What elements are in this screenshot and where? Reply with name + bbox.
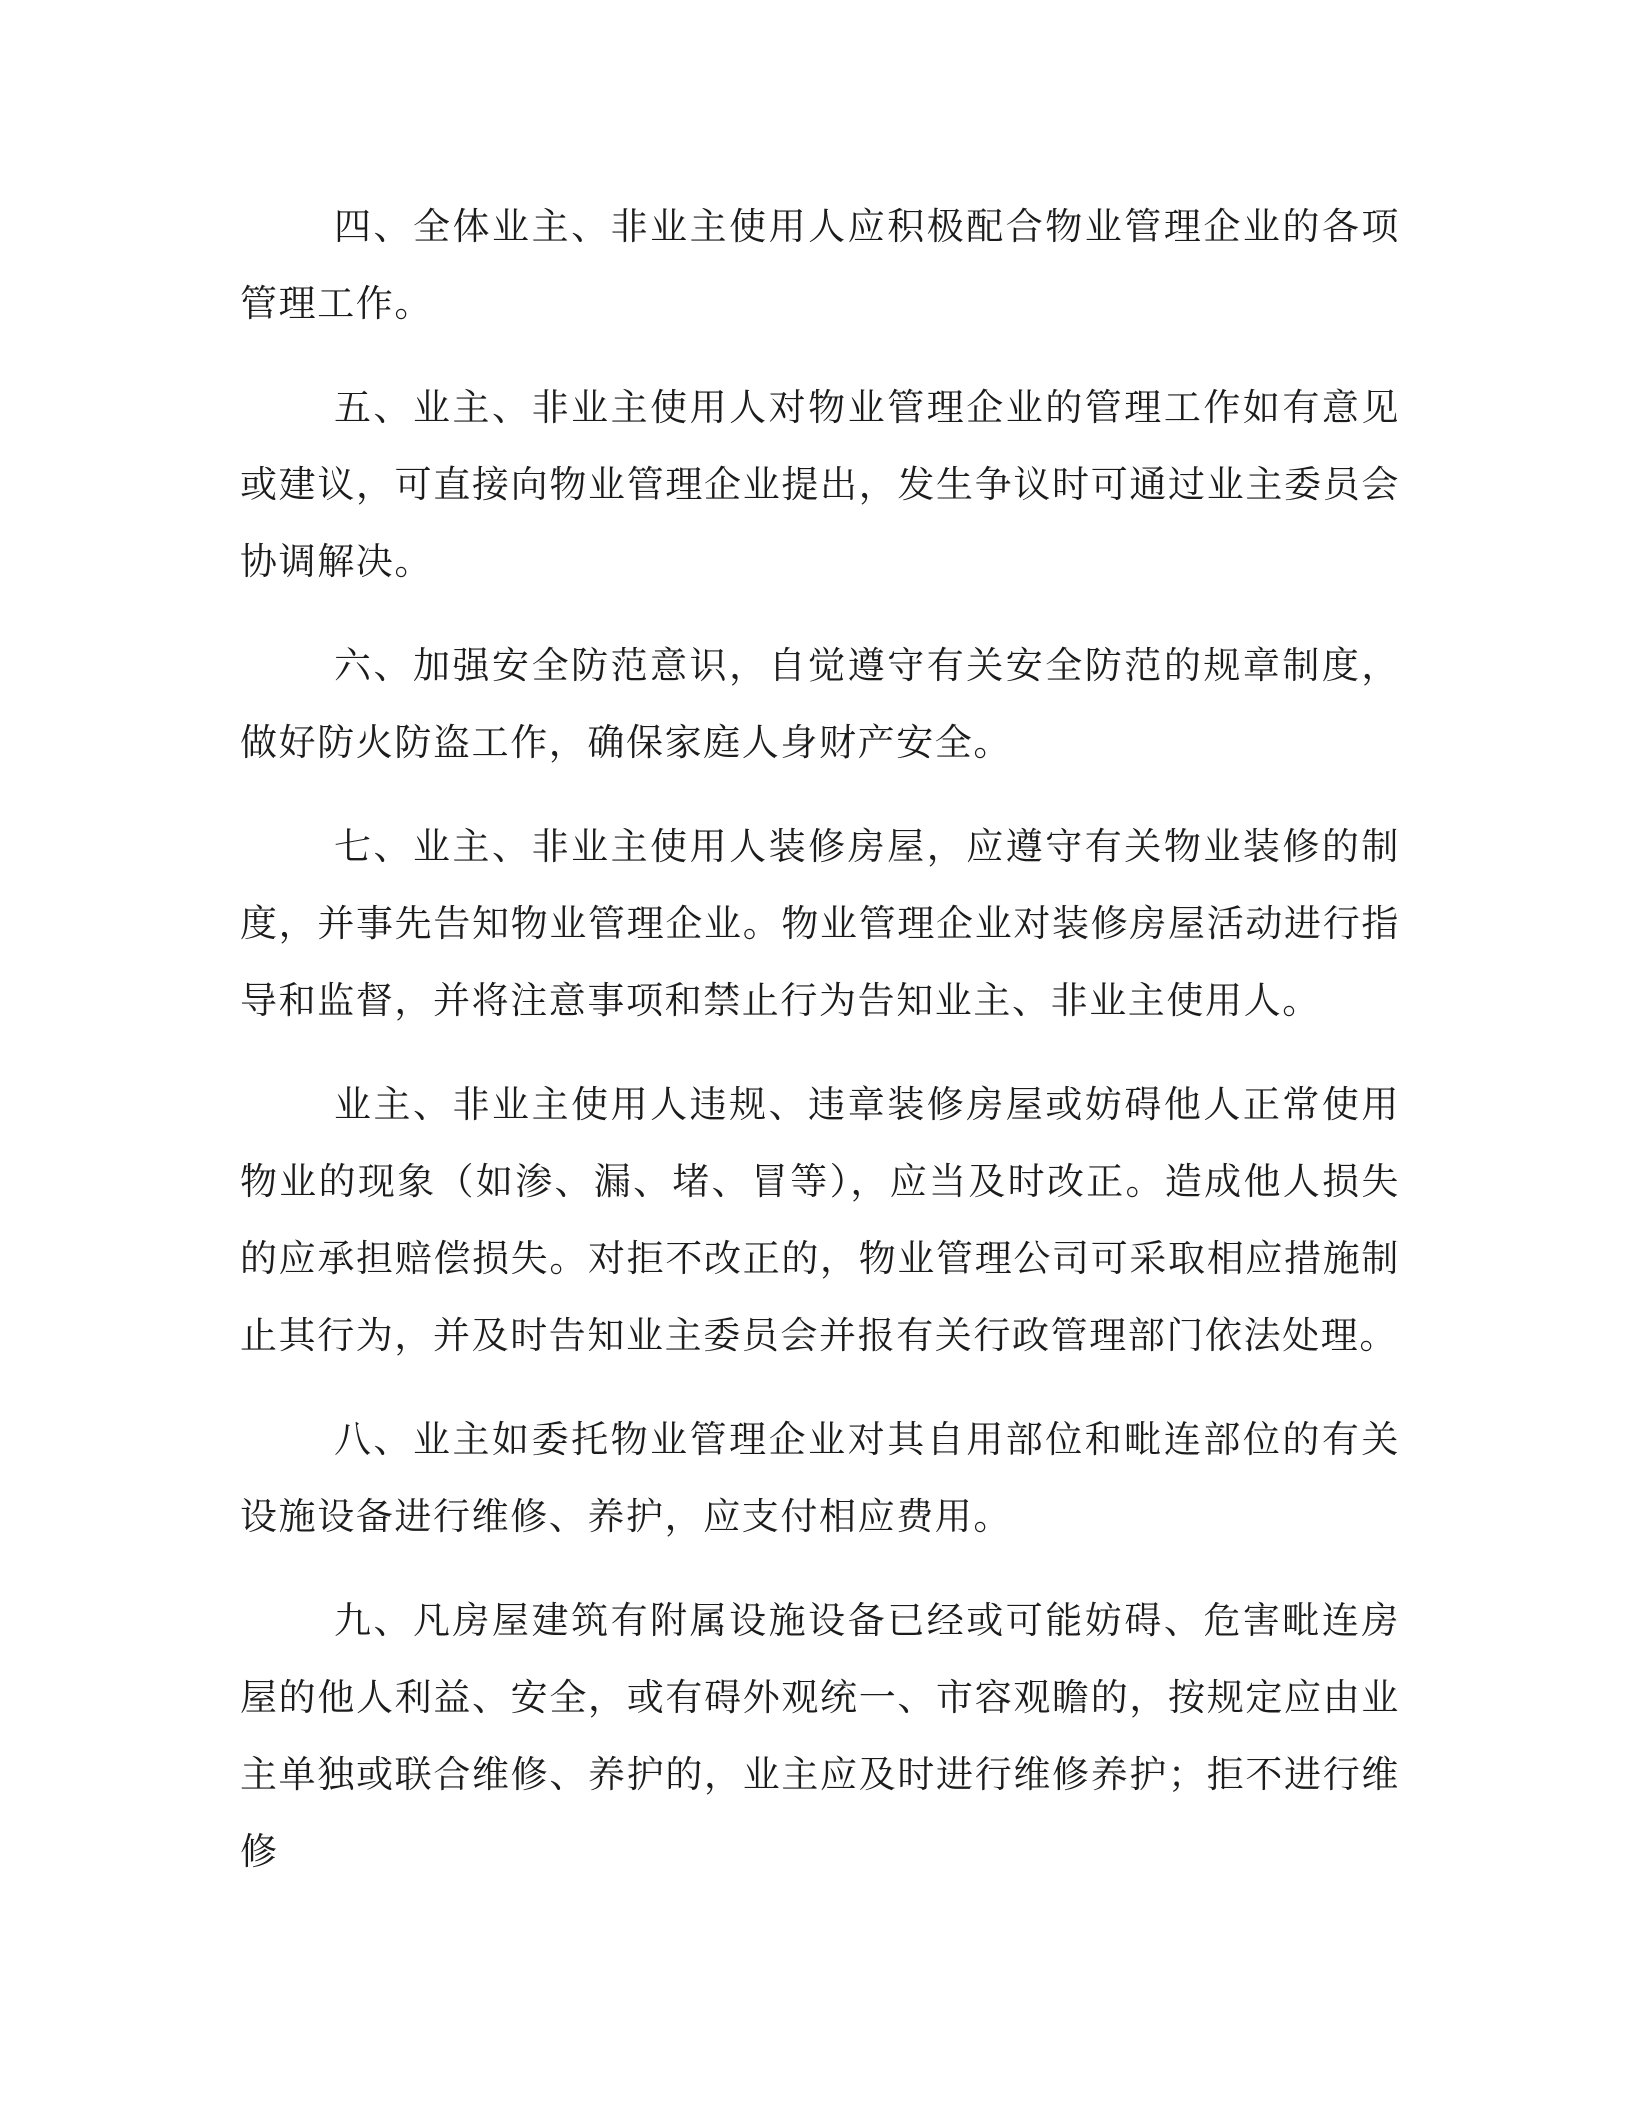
paragraph-item-9: 九、凡房屋建筑有附属设施设备已经或可能妨碍、危害毗连房屋的他人利益、安全，或有碍外观统一、市容观瞻的，按规定应由业主单独或联合维修、养护的，业主应及时进行维修养护；拒不进行维修 (240, 1599, 1400, 1873)
paragraph-item-7: 七、业主、非业主使用人装修房屋，应遵守有关物业装修的制度，并事先告知物业管理企业。物业管理企业对装修房屋活动进行指导和监督，并将注意事项和禁止行为告知业主、非业主使用人。 (240, 825, 1400, 1022)
paragraph-item-4: 四、全体业主、非业主使用人应积极配合物业管理企业的各项管理工作。 (240, 205, 1400, 325)
paragraph-item-8: 八、业主如委托物业管理企业对其自用部位和毗连部位的有关设施设备进行维修、养护，应支付相应费用。 (240, 1418, 1400, 1538)
paragraph-item-7-continued: 业主、非业主使用人违规、违章装修房屋或妨碍他人正常使用物业的现象（如渗、漏、堵、冒等），应当及时改正。造成他人损失的应承担赔偿损失。对拒不改正的，物业管理公司可采取相应措施制止其行为，并及时告知业主委员会并报有关行政管理部门依法处理。 (240, 1083, 1400, 1357)
paragraph-item-5: 五、业主、非业主使用人对物业管理企业的管理工作如有意见或建议，可直接向物业管理企业提出，发生争议时可通过业主委员会协调解决。 (240, 386, 1400, 583)
paragraph-item-6: 六、加强安全防范意识，自觉遵守有关安全防范的规章制度，做好防火防盗工作，确保家庭人身财产安全。 (240, 644, 1400, 764)
document-body (240, 188, 1400, 1917)
